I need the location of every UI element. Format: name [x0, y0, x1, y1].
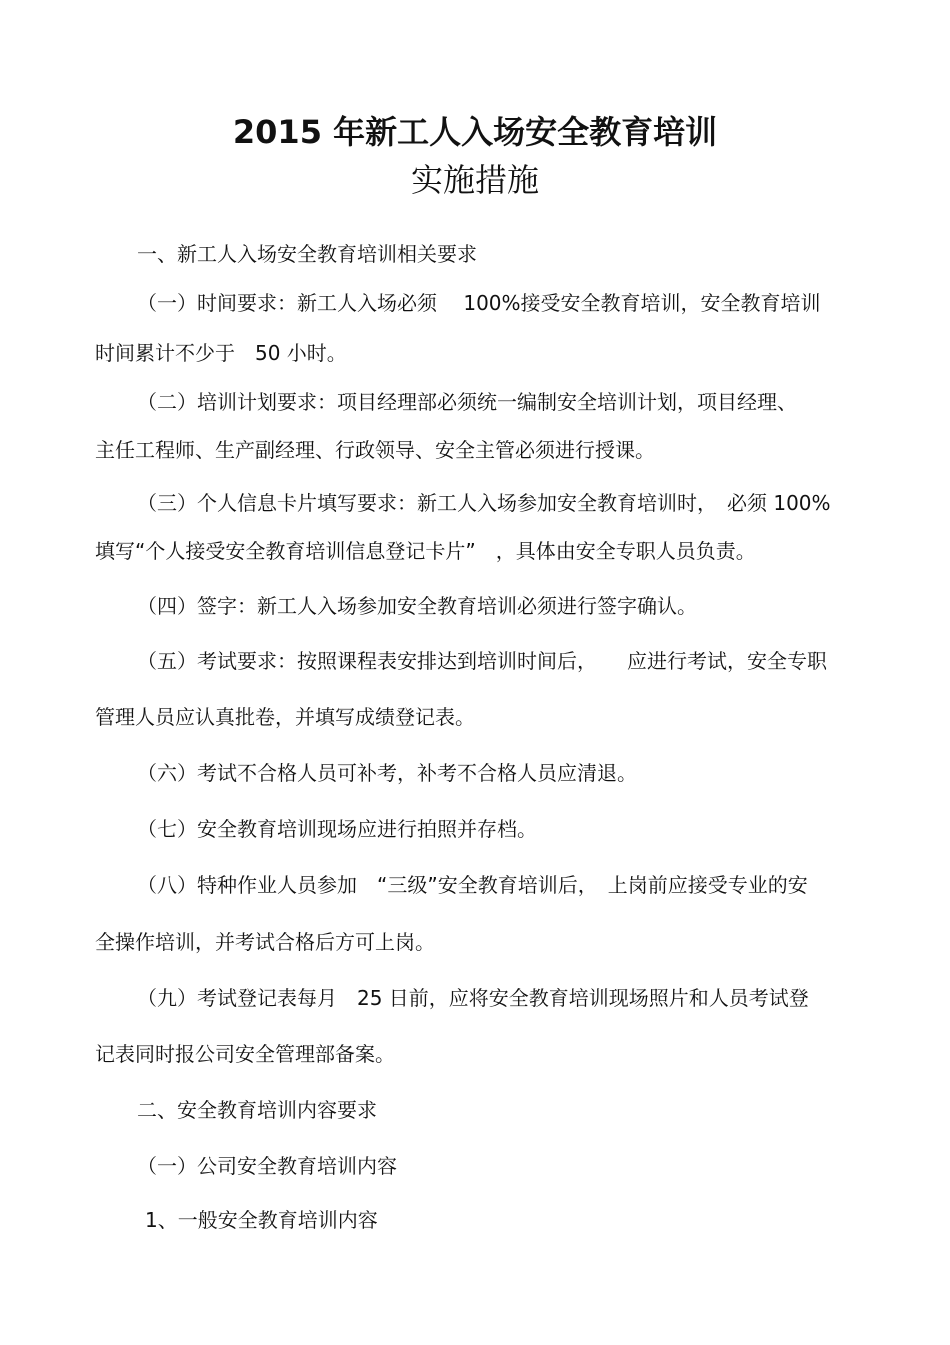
section-heading: 二、安全教育培训内容要求 [137, 1098, 377, 1122]
paragraph-line: （八）特种作业人员参加 “三级”安全教育培训后， 上岗前应接受专业的安 [137, 873, 808, 897]
paragraph-line: 填写“个人接受安全教育培训信息登记卡片” ，具体由安全专职人员负责。 [95, 539, 756, 563]
subsection-item: 1、一般安全教育培训内容 [145, 1208, 378, 1232]
paragraph-line: 主任工程师、生产副经理、行政领导、安全主管必须进行授课。 [95, 438, 655, 462]
paragraph-line: 管理人员应认真批卷，并填写成绩登记表。 [95, 705, 475, 729]
paragraph-line: 记表同时报公司安全管理部备案。 [95, 1042, 395, 1066]
paragraph-line: （二）培训计划要求：项目经理部必须统一编制安全培训计划，项目经理、 [137, 390, 797, 414]
paragraph-line: （七）安全教育培训现场应进行拍照并存档。 [137, 817, 537, 841]
subsection-heading: （一）公司安全教育培训内容 [137, 1154, 397, 1178]
paragraph-line: （六）考试不合格人员可补考，补考不合格人员应清退。 [137, 761, 637, 785]
document-subtitle: 实施措施 [410, 161, 539, 199]
section-heading: 一、新工人入场安全教育培训相关要求 [137, 242, 477, 266]
paragraph-line: 全操作培训，并考试合格后方可上岗。 [95, 930, 435, 954]
paragraph-line: （九）考试登记表每月 25 日前，应将安全教育培训现场照片和人员考试登 [137, 986, 809, 1010]
document-title: 2015 年新工人入场安全教育培训 [232, 113, 718, 151]
paragraph-line: 时间累计不少于 50 小时。 [95, 341, 347, 365]
paragraph-line: （五）考试要求：按照课程表安排达到培训时间后， 应进行考试，安全专职 [137, 649, 827, 673]
paragraph-line: （一）时间要求：新工人入场必须 100%接受安全教育培训，安全教育培训 [137, 291, 821, 315]
paragraph-line: （三）个人信息卡片填写要求：新工人入场参加安全教育培训时， 必须 100% [137, 491, 831, 515]
paragraph-line: （四）签字：新工人入场参加安全教育培训必须进行签字确认。 [137, 594, 697, 618]
